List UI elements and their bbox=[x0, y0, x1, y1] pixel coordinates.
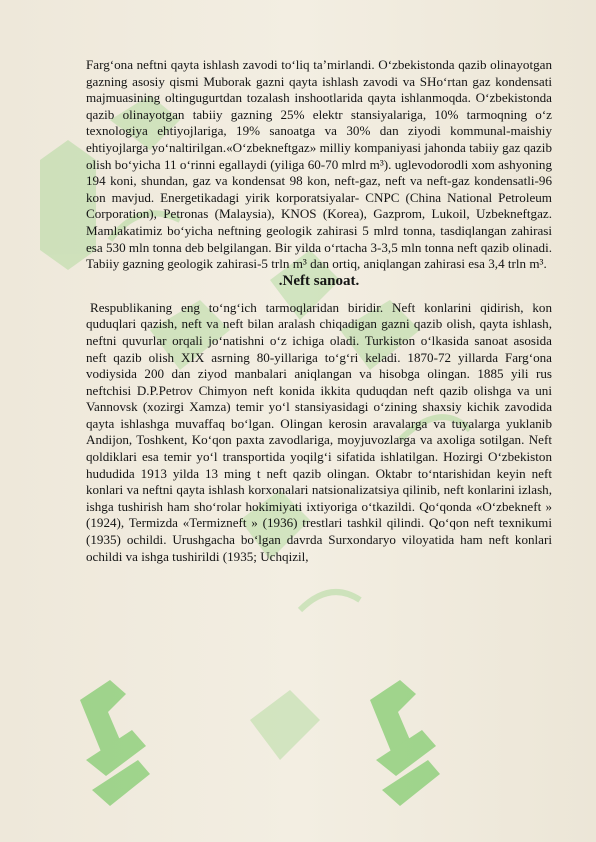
document-body bbox=[86, 57, 552, 565]
paragraph-oil-history: Respublikaning eng to‘ng‘ich tarmoqlaridan biridir. Neft konlarini qidirish, kon quduqlari qazish, neft va neft bilan aralash chiqadigan gazni qazib olish, qayta ishlash, neftni quvurlar orqali jo‘natishni o‘z ichiga oladi. Turkiston o‘lkasida sanoat asosida neft qazib olish XIX asrning 80-yillariga to‘g‘ri keladi. 1870-72 yillarda Farg‘ona vodiysida 200 dan ziyod manbalari aniqlangan va hisobga olingan. 1885 yili rus neftchisi D.P.Petrov Chimyon neft konida ikkita quduqdan neft qazib olishga va uni Vannovsk (xozirgi Xamza) temir yo‘l stansiyasidagi o‘zining shaxsiy kichik zavodida qayta ishlashga muvaffaq bo‘lgan. Olingan kerosin aravalarga va tuyalarga yuklanib Andijon, Toshkent, Ko‘qon paxta zavodlariga, moyjuvozlarga va axoliga sotilgan. Neft qoldiklari esa temir yo‘l transportida yoqilg‘i sifatida ishlatilgan. Hozirgi O‘zbekiston hududida 1913 yilda 13 ming t neft qazib olingan. Oktabr to‘ntarishidan keyin neft konlari va neftni qayta ishlash korxonalari natsionalizatsiya qilinib, neft konlarini izlash, ishga tushirish ham sho‘rolar hokimiyati ixtiyoriga o‘tkazildi. Qo‘qonda «O‘zbekneft » (1924), Termizda «Termizneft » (1936) trestlari tashkil qilindi. Qo‘qon neft texnikumi (1935) ochildi. Urushgacha bo‘lgan davrda Surxondaryo viloyatida ham neft konlari ochildi va ishga tushirildi (1935; Uchqizil, bbox=[86, 299, 552, 564]
section-heading-oil-industry: .Neft sanoat. bbox=[278, 272, 360, 289]
paragraph-gas-processing: Farg‘ona neftni qayta ishlash zavodi to‘liq ta’mirlandi. O‘zbekistonda qazib olinayotgan gazning asosiy qismi Muborak gazni qayta ishlash zavodi va SHo‘rtan gaz kondensati majmuasining oltingugurtdan tozalash inshootlarida qayta ishlanmoqda. O‘zbekistonda qazib olinayotgan tabiiy gazning 25% elektr stansiyalariga, 10% tarmoqning o‘z texnologiya ehtiyojlariga, 19% sanoatga va 30% dan ziyodi kommunal-maishiy ehtiyojlarga yo‘naltirilgan.«O‘zbekneftgaz» milliy kompaniyasi jahonda tabiiy gaz qazib olish bo‘yicha 11 o‘rinni egallaydi (yiliga 60-70 mlrd m³). uglevodorodli xom ashyoning 194 koni, shundan, gaz va kondensat 98 kon, neft-gaz, neft va neft-gaz kondensatli-96 kon mavjud. Energetikadagi yirik korporatsiyalar- CNPC (China National Petroleum Corporation), Petronas (Malaysia), KNOS (Korea), Gazprom, Lukoil, Uzbekneftgaz. Mamlakatimiz bo‘yicha neftning geologik zahirasi 5 mlrd tonna, tasdiqlangan zahirasi esa 530 mln tonna deb belgilangan. Bir yilda o‘rtacha 3-3,5 mln tonna neft qazib olinadi. Tabiiy gazning geologik zahirasi-5 trln m³ dan ortiq, aniqlangan zahirasi esa 3,4 trln m³. bbox=[86, 57, 552, 272]
